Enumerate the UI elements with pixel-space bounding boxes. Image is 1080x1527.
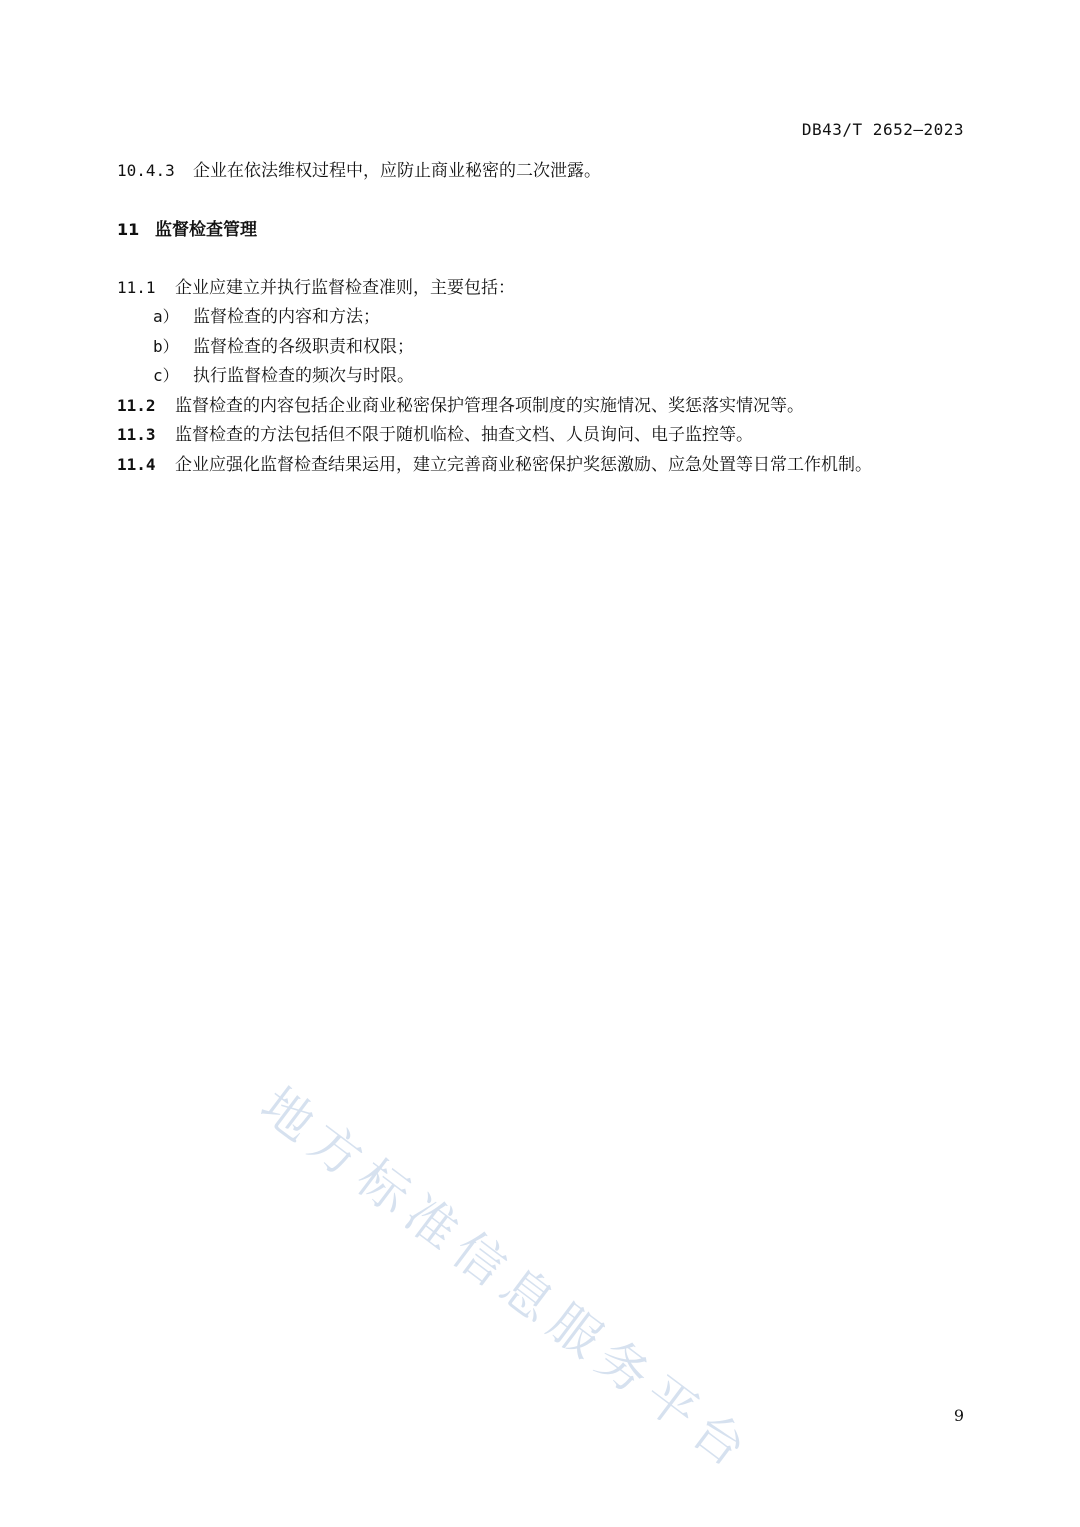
clause-text: 监督检查的内容包括企业商业秘密保护管理各项制度的实施情况、奖惩落实情况等。	[175, 396, 804, 416]
list-item-a	[153, 306, 380, 328]
watermark: 地方标准信息服务平台	[250, 1076, 765, 1484]
clause-number: 11.4	[117, 455, 156, 474]
clause-11-3	[117, 424, 753, 446]
clause-text: 监督检查的方法包括但不限于随机临检、抽查文档、人员询问、电子监控等。	[175, 425, 753, 445]
clause-11-1	[117, 277, 515, 299]
section-heading-11	[117, 219, 257, 241]
section-number: 11	[117, 220, 140, 239]
list-marker: b）	[153, 337, 179, 356]
clause-11-4	[117, 454, 872, 476]
clause-number: 11.2	[117, 396, 156, 415]
list-item-b	[153, 336, 414, 358]
clause-number: 10.4.3	[117, 161, 175, 180]
clause-text: 企业在依法维权过程中，应防止商业秘密的二次泄露。	[193, 161, 601, 181]
clause-10-4-3	[117, 160, 601, 182]
section-title: 监督检查管理	[155, 220, 257, 240]
clause-11-2	[117, 395, 804, 417]
list-item-c	[153, 365, 414, 387]
list-marker: a）	[153, 307, 179, 326]
clause-text: 企业应强化监督检查结果运用，建立完善商业秘密保护奖惩激励、应急处置等日常工作机制。	[175, 455, 872, 475]
document-code: DB43/T 2652—2023	[801, 120, 964, 139]
clause-text: 企业应建立并执行监督检查准则，主要包括：	[175, 278, 515, 298]
clause-number: 11.1	[117, 278, 156, 297]
list-item-text: 监督检查的内容和方法；	[193, 307, 380, 327]
list-marker: c）	[153, 366, 179, 385]
page-number: 9	[953, 1406, 964, 1425]
list-item-text: 监督检查的各级职责和权限；	[193, 337, 414, 357]
clause-number: 11.3	[117, 425, 156, 444]
list-item-text: 执行监督检查的频次与时限。	[193, 366, 414, 386]
